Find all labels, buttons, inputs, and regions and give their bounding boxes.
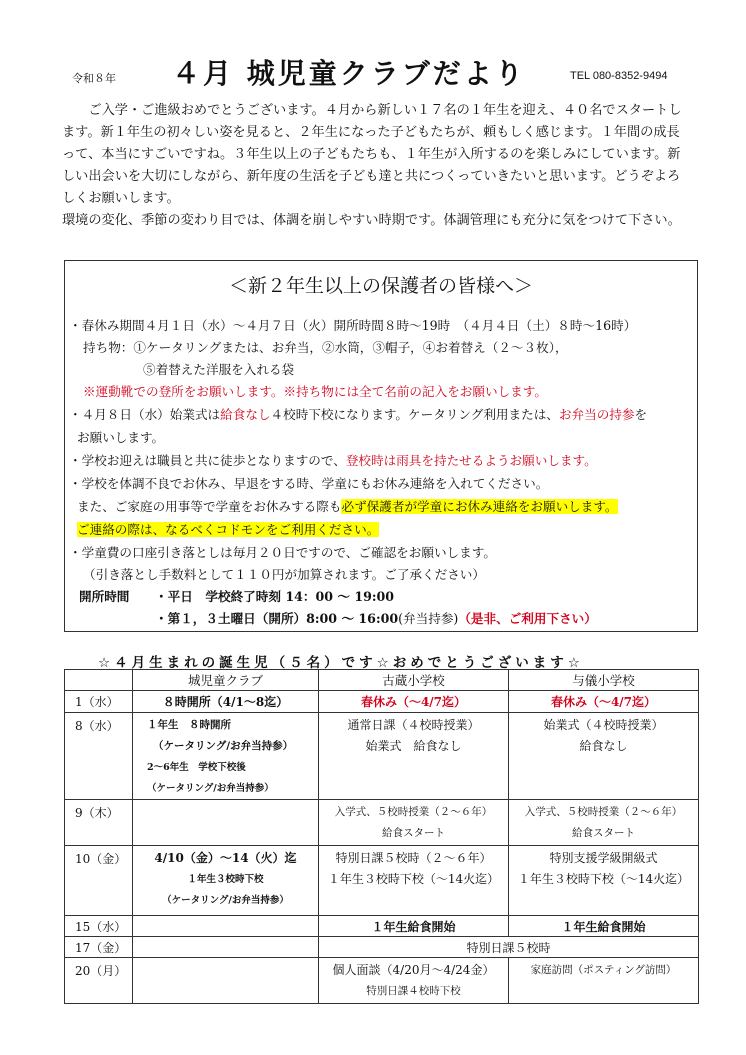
please-use-text: （是非、ご利用下さい） [458,611,597,626]
notice-spring-break: ・春休み期間４月１日（水）～４月７日（火）開所時間８時～19時 （４月４日（土）８時～16時） [69,318,637,333]
cell-line: （ケータリング/お弁当持参） [153,740,294,752]
table-row [65,691,699,713]
row-schools-combined: 特別日課５校時 [319,937,699,958]
cell-line: 給食スタート [572,827,635,839]
row-day: 20（月） [65,958,133,1004]
cell-line: 給食スタート [382,827,445,839]
notice-shoes-warning: ※運動靴での登所をお願いします。※持ち物には全て名前の記入をお願いします。 [83,384,547,399]
phone-number: TEL 080-8352-9494 [570,70,668,82]
row-day: 10（金） [65,846,133,916]
row-day: 17（金） [65,937,133,958]
header-day [65,670,133,691]
notice-fee-debit: ・学童費の口座引き落としは毎月２０日ですので、ご確認をお願いします。 [69,545,496,560]
cell-line: 2～6年生 学校下校後 [147,762,246,773]
cell-line: 個人面談（4/20月～4/24金） [332,963,495,977]
table-row [65,916,699,937]
rain-gear-text: 登校時は雨具を持たせるようお願いします。 [345,453,597,468]
cell-line: 入学式、５校時授業（２～６年） [524,806,683,818]
t: ・第１，３土曜日（開所）8:00 ～ 16:00 [155,611,399,626]
codmon-text: ご連絡の際は、なるべくコドモンをご利用ください。 [77,522,380,537]
intro-text [62,100,692,232]
notice-title: ＜新２年生以上の保護者の皆様へ＞ [228,275,533,297]
opening-hours-label: 開所時間 [79,589,130,604]
guardian-contact-text: 必ず保護者が学童にお休み連絡をお願いします。 [341,499,618,514]
cell-line: （ケータリング/お弁当持参） [162,895,289,906]
row-school-b: １年生給食開始 [509,916,699,937]
row-school-a [319,958,509,1004]
row-club [133,937,319,958]
cell-line: 家庭訪問（ポスティング訪問） [530,964,677,976]
row-day: 15（水） [65,916,133,937]
birthday-heading: ☆４月生まれの誕生児（５名）です☆おめでとうございます☆ [98,655,584,671]
header-school-b: 与儀小学校 [509,670,699,691]
t: を [634,407,648,422]
cell-line: 特別支援学級開級式 [549,851,658,865]
row-club: ８時開所（4/1～8迄） [133,691,319,713]
notice-request: お願いします。 [77,430,165,445]
bring-lunch-text: お弁当の持参 [558,407,635,422]
row-club [133,958,319,1004]
cell-line: １年生３校時下校（～14火迄） [517,872,690,886]
row-school-a [319,713,509,800]
era-label: 令和８年 [72,72,116,85]
cell-line: 通常日課（４校時授業） [347,718,480,732]
row-club [133,713,319,800]
row-school-a [319,846,509,916]
row-school-a: １年生給食開始 [319,916,509,937]
cell-line: １年生 ８時開所 [147,719,231,731]
row-day: 1（水） [65,691,133,713]
row-day: 9（木） [65,800,133,846]
notice-opening-ceremony [69,404,647,423]
header-club: 城児童クラブ [133,670,319,691]
newsletter-title: ４月 城児童クラブだより [172,57,526,90]
intro-paragraph-2: 環境の変化、季節の変わり目では、体調を崩しやすい時期です。体調管理にも充分に気をつけて下さい。 [62,213,681,228]
table-row [65,713,699,800]
saturday-hours [155,608,597,627]
t: また、ご家庭の用事等で学童をお休みする際も [77,499,342,514]
schedule-table [64,669,699,1004]
table-row [65,846,699,916]
t: (弁当持参) [398,611,459,626]
intro-paragraph-1: ご入学・ご進級おめでとうございます。４月から新しい１７名の１年生を迎え、４０名でスタートします。新１年生の初々しい姿を見ると、２年生になった子どもたちが、頼もしく感じます。１年間の成長って、本当にすごいですね。３年生以上の子どもたちも、１年生が入所するのを楽しみにしています。新しい出会いを大切にしながら、新年度の生活を子ども達と共につくっていきたいと思います。どうぞよろしくお願いします。 [62,103,682,206]
t: ４校時下校になります。ケータリング利用または、 [270,407,559,422]
cell-line: 始業式（４校時授業） [543,718,664,732]
no-lunch-text: 給食なし [220,407,271,422]
parent-notice-box [64,260,698,632]
cell-line: 給食なし [579,739,628,753]
row-club [133,916,319,937]
cell-line: 始業式 給食なし [365,739,462,753]
row-day: 8（水） [65,713,133,800]
row-school-a: 春休み（～4/7迄） [319,691,509,713]
header-school-a: 古蔵小学校 [319,670,509,691]
row-school-b [509,958,699,1004]
row-school-b [509,800,699,846]
notice-fee-charge: （引き落とし手数料として１１０円が加算されます。ご了承ください） [83,567,485,582]
t: ・学校お迎えは職員と共に徒歩となりますので、 [69,453,346,468]
notice-pickup [69,450,597,469]
cell-line: １年生３校時下校 [187,874,264,885]
table-row [65,958,699,1004]
table-row [65,800,699,846]
notice-belongings: 持ち物：①ケータリングまたは、お弁当，②水筒，③帽子，④お着替え（２～３枚）， [83,340,568,355]
row-club [133,846,319,916]
row-school-b [509,713,699,800]
notice-absence: ・学校を体調不良でお休み、早退をする時、学童にもお休み連絡を入れてください。 [69,476,549,491]
cell-line: 4/10（金）～14（火）迄 [154,851,297,865]
row-school-b [509,846,699,916]
notice-codmon [77,519,379,538]
cell-line: 入学式、５校時授業（２～６年） [334,806,493,818]
row-school-b: 春休み（～4/7迄） [509,691,699,713]
t: ・４月８日（水）始業式は [69,407,221,422]
weekday-hours: ・平日 学校終了時刻 14：00 ～ 19:00 [155,589,395,604]
cell-line: （ケータリング/お弁当持参） [147,783,274,794]
notice-belongings-bag: ⑤着替えた洋服を入れる袋 [143,362,295,377]
cell-line: 特別日課５校時（２～６年） [335,851,492,865]
row-club [133,800,319,846]
notice-absence-family [77,496,618,515]
row-school-a [319,800,509,846]
table-header [65,670,699,691]
cell-line: 特別日課４校時下校 [366,985,461,997]
cell-line: １年生３校時下校（～14火迄） [327,872,500,886]
table-row [65,937,699,958]
